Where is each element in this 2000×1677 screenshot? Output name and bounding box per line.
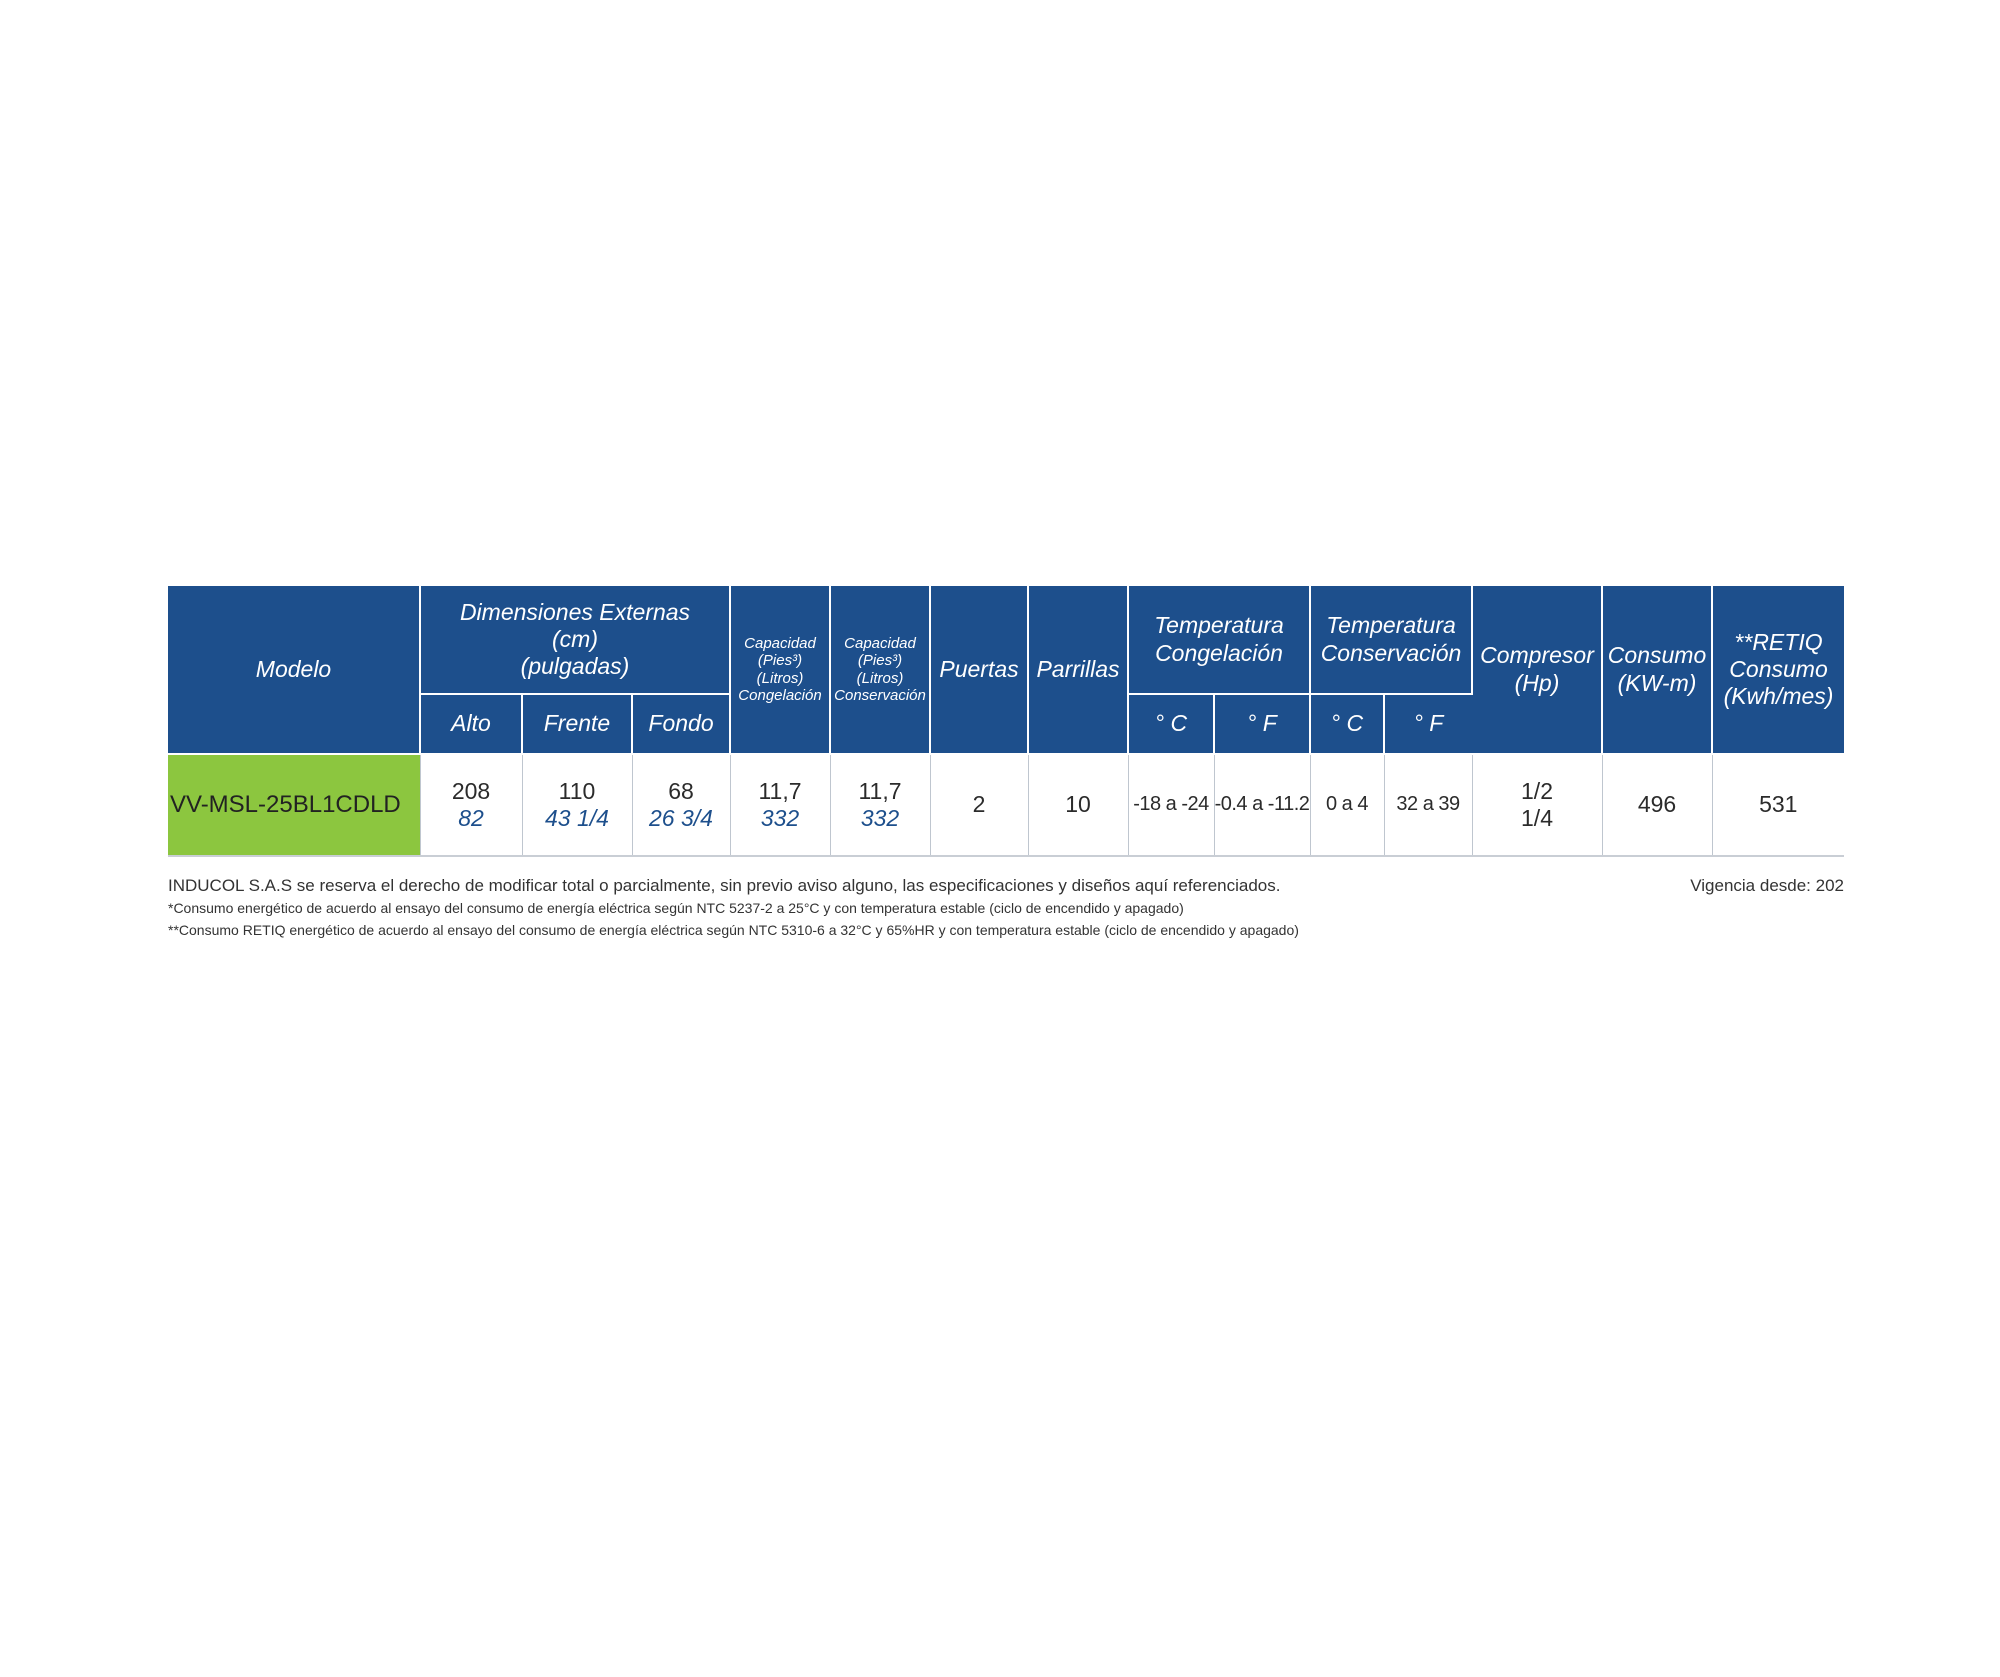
footnotes	[168, 875, 1844, 941]
header-fahrenheit-conservacion: ° F	[1384, 694, 1472, 754]
header-parrillas: Parrillas	[1028, 586, 1128, 754]
header-row-top	[168, 586, 1844, 694]
cell-frente: 110 43 1/4	[522, 754, 632, 856]
header-celsius-conservacion: ° C	[1310, 694, 1384, 754]
header-modelo: Modelo	[168, 586, 420, 754]
header-puertas: Puertas	[930, 586, 1028, 754]
header-consumo: Consumo (KW-m)	[1602, 586, 1712, 754]
cell-temp-conservacion-c: 0 a 4	[1310, 754, 1384, 856]
vigencia-text: Vigencia desde: 202	[1690, 876, 1844, 895]
cell-temp-congelacion-f: -0.4 a -11.2	[1214, 754, 1310, 856]
header-frente: Frente	[522, 694, 632, 754]
header-fahrenheit-congelacion: ° F	[1214, 694, 1310, 754]
header-capacidad-conservacion: Capacidad (Pies³) (Litros) Conservación	[830, 586, 930, 754]
cell-modelo: VV-MSL-25BL1CDLD	[168, 754, 420, 856]
cell-fondo: 68 26 3/4	[632, 754, 730, 856]
cell-capacidad-congelacion: 11,7 332	[730, 754, 830, 856]
cell-retiq: 531	[1712, 754, 1844, 856]
header-dimensiones: Dimensiones Externas (cm) (pulgadas)	[420, 586, 730, 694]
header-capacidad-congelacion: Capacidad (Pies³) (Litros) Congelación	[730, 586, 830, 754]
header-temp-conservacion: Temperatura Conservación	[1310, 586, 1472, 694]
header-compresor: Compresor (Hp)	[1472, 586, 1602, 754]
cell-parrillas: 10	[1028, 754, 1128, 856]
cell-temp-conservacion-f: 32 a 39	[1384, 754, 1472, 856]
spec-sheet	[168, 586, 1844, 941]
header-alto: Alto	[420, 694, 522, 754]
cell-alto: 208 82	[420, 754, 522, 856]
header-fondo: Fondo	[632, 694, 730, 754]
header-celsius-congelacion: ° C	[1128, 694, 1214, 754]
cell-capacidad-conservacion: 11,7 332	[830, 754, 930, 856]
footnote-consumo: *Consumo energético de acuerdo al ensayo del consumo de energía eléctrica según NTC 5237-2 a 25°C y con temperatura estable (ciclo de encendido y apagado)	[168, 900, 1184, 916]
spec-table	[168, 586, 1844, 857]
header-retiq: **RETIQ Consumo (Kwh/mes)	[1712, 586, 1844, 754]
table-row	[168, 754, 1844, 856]
cell-temp-congelacion-c: -18 a -24	[1128, 754, 1214, 856]
disclaimer-text: INDUCOL S.A.S se reserva el derecho de modificar total o parcialmente, sin previo aviso alguno, las especificaciones y diseños aquí referenciados.	[168, 876, 1281, 895]
header-temp-congelacion: Temperatura Congelación	[1128, 586, 1310, 694]
cell-consumo: 496	[1602, 754, 1712, 856]
cell-compresor: 1/2 1/4	[1472, 754, 1602, 856]
cell-puertas: 2	[930, 754, 1028, 856]
footnote-retiq: **Consumo RETIQ energético de acuerdo al ensayo del consumo de energía eléctrica según NTC 5310-6 a 32°C y 65%HR y con temperatura estable (ciclo de encendido y apagado)	[168, 922, 1299, 938]
